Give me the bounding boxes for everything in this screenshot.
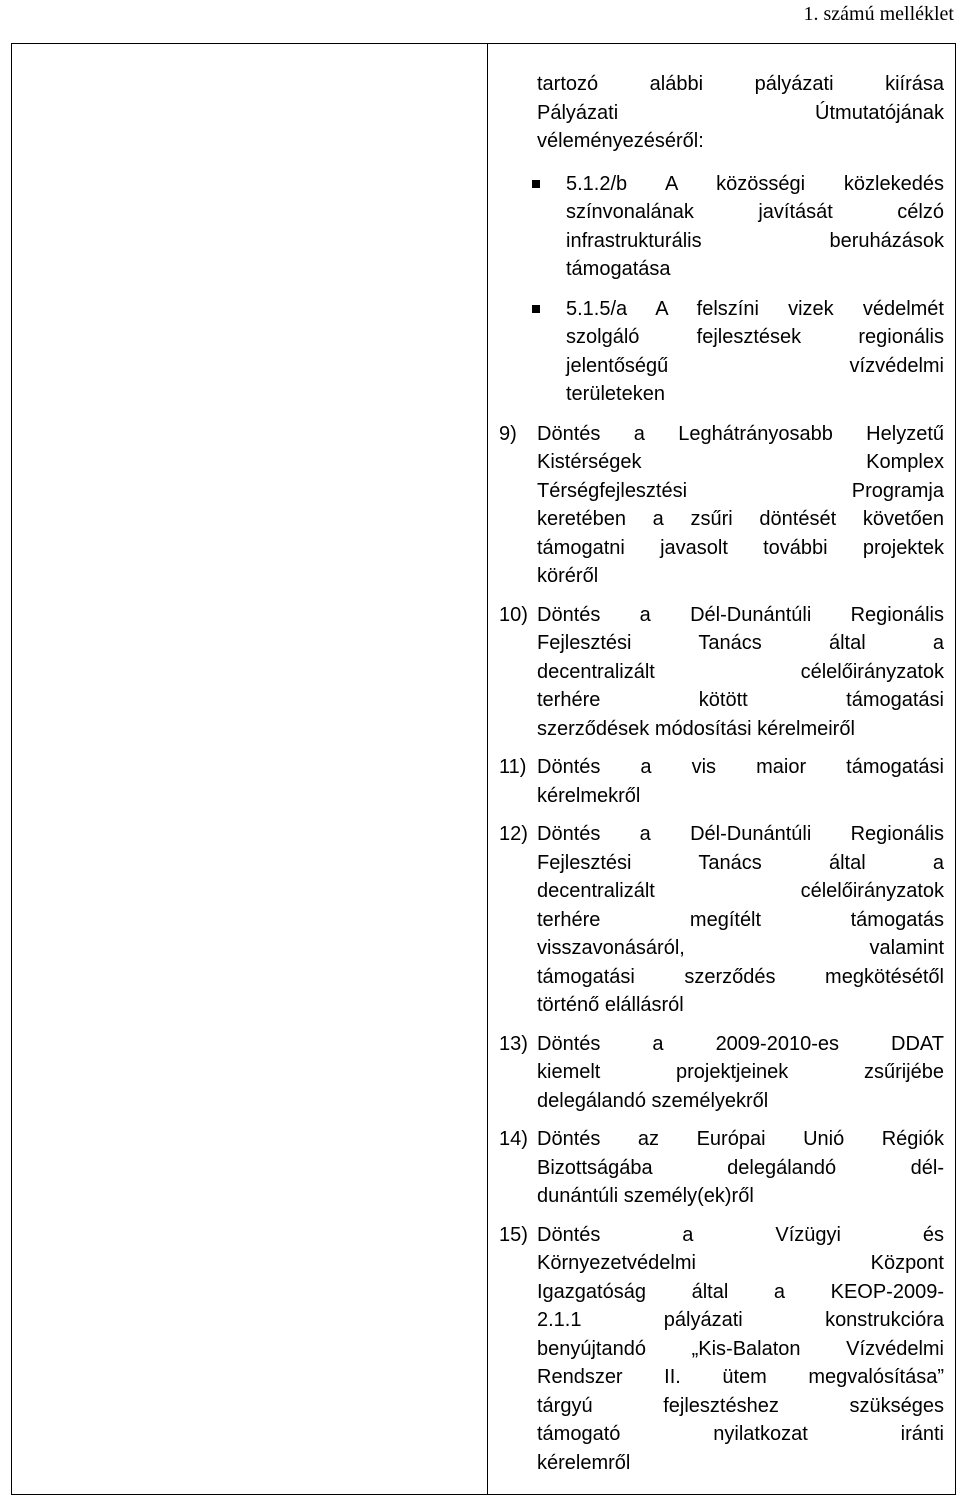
list-item [499, 170, 944, 284]
text-line: támogatni javasolt további projektek [537, 536, 944, 559]
annex-label: 1. számú melléklet [803, 3, 954, 25]
item-number: 13) [499, 1032, 528, 1055]
text-line: kiemelt projektjeinek zsűrijébe [537, 1061, 944, 1083]
item-number: 9) [499, 422, 517, 445]
text-line: Kistérségek Komplex [537, 451, 944, 473]
tender-list [499, 170, 944, 409]
text-line: jelentőségű vízvédelmi [566, 354, 944, 377]
text-line: véleményezéséről: [537, 130, 704, 152]
text-line: 5.1.2/b A közösségi közlekedés [566, 172, 944, 195]
item-number: 12) [499, 823, 528, 845]
agenda-item [499, 420, 944, 591]
text-line: dunántúli személy(ek)ről [537, 1185, 754, 1207]
agenda-item [499, 601, 944, 744]
item-number: 15) [499, 1223, 528, 1246]
text-line: támogatása [566, 258, 671, 280]
text-line: támogatási szerződés megkötésétől [537, 965, 944, 988]
item-number: 14) [499, 1128, 528, 1150]
text-line: szolgáló fejlesztések regionális [566, 326, 944, 348]
agenda-item [499, 1125, 944, 1211]
text-line: történő elállásról [537, 994, 684, 1016]
text-line: Bizottságába delegálandó dél- [537, 1156, 944, 1179]
text-line: Döntés a Leghátrányosabb Helyzetű [537, 422, 944, 445]
text-line: Rendszer II. ütem megvalósítása” [537, 1366, 944, 1388]
text-line: benyújtandó „Kis-Balaton Vízvédelmi [537, 1337, 944, 1360]
text-line: Döntés a 2009-2010-es DDAT [537, 1032, 944, 1055]
list-item [499, 295, 944, 409]
text-line: tárgyú fejlesztéshez szükséges [537, 1394, 944, 1417]
text-line: Fejlesztési Tanács által a [537, 632, 944, 654]
text-line: területeken [566, 383, 665, 405]
agenda-column [499, 70, 944, 1487]
agenda-list [499, 420, 944, 1478]
text-line: szerződések módosítási kérelmeiről [537, 717, 855, 740]
text-line: 2.1.1 pályázati konstrukcióra [537, 1309, 944, 1331]
text-line: Döntés a Vízügyi és [537, 1223, 944, 1246]
text-line: Döntés a Dél-Dunántúli Regionális [537, 823, 944, 845]
text-line: terhére kötött támogatási [537, 689, 944, 711]
text-line: Pályázati Útmutatójának [537, 101, 944, 124]
column-divider [487, 43, 488, 1495]
item-number: 10) [499, 603, 528, 626]
agenda-item [499, 1030, 944, 1116]
text-line: színvonalának javítását célzó [566, 201, 944, 223]
agenda-item [499, 820, 944, 1020]
square-bullet-icon [532, 180, 540, 188]
text-line: Környezetvédelmi Központ [537, 1252, 944, 1274]
agenda-item [499, 1221, 944, 1478]
text-line: decentralizált célelőirányzatok [537, 880, 944, 902]
text-line: Döntés a Dél-Dunántúli Regionális [537, 603, 944, 626]
text-line: Döntés az Európai Unió Régiók [537, 1128, 944, 1150]
text-line: Döntés a vis maior támogatási [537, 756, 944, 778]
text-line: köréről [537, 565, 599, 587]
text-line: decentralizált célelőirányzatok [537, 660, 944, 683]
text-line: 5.1.5/a A felszíni vizek védelmét [566, 297, 944, 320]
text-line: tartozó alábbi pályázati kiírása [537, 73, 944, 95]
intro-paragraph [537, 70, 944, 156]
text-line: Térségfejlesztési Programja [537, 479, 944, 502]
text-line: kérelmekről [537, 784, 641, 807]
item-number: 11) [499, 756, 527, 778]
agenda-item [499, 753, 944, 810]
text-line: Fejlesztési Tanács által a [537, 851, 944, 874]
text-line: keretében a zsűri döntését követően [537, 508, 944, 530]
text-line: delegálandó személyekről [537, 1089, 769, 1112]
text-line: Igazgatóság által a KEOP-2009- [537, 1280, 944, 1303]
text-line: támogató nyilatkozat iránti [537, 1423, 944, 1445]
text-line: terhére megítélt támogatás [537, 908, 944, 931]
text-line: visszavonásáról, valamint [537, 937, 944, 959]
text-line: infrastrukturális beruházások [566, 229, 944, 252]
square-bullet-icon [532, 305, 540, 313]
text-line: kérelemről [537, 1451, 631, 1474]
